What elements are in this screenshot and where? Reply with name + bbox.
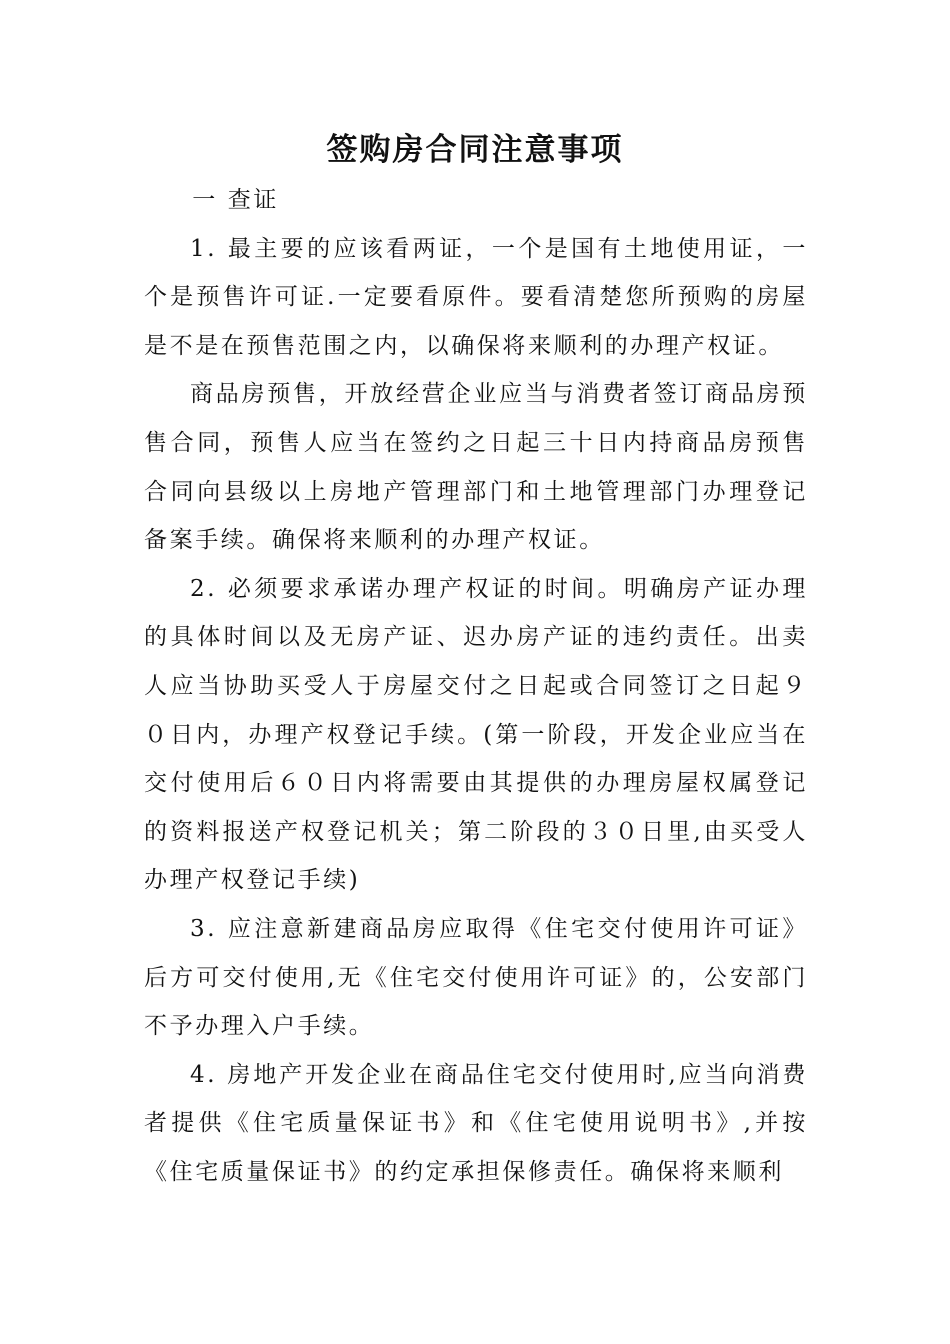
paragraph-item-3: 3. 应注意新建商品房应取得《住宅交付使用许可证》后方可交付使用,无《住宅交付使用许可证》的，公安部门不予办理入户手续。	[144, 915, 808, 1040]
paragraph-item-4: 4. 房地产开发企业在商品住宅交付使用时,应当向消费者提供《住宅质量保证书》和《住宅使用说明书》,并按《住宅质量保证书》的约定承担保修责任。确保将来顺利	[144, 1061, 808, 1185]
paragraph-presale: 商品房预售，开放经营企业应当与消费者签订商品房预售合同，预售人应当在签约之日起三十日内持商品房预售合同向县级以上房地产管理部门和土地管理部门办理登记备案手续。确保将来顺利的办理产权证。	[144, 381, 808, 554]
document-body	[144, 176, 808, 1196]
document-title: 签购房合同注意事项	[326, 132, 624, 168]
section-heading-verify: 一 查证	[192, 187, 280, 213]
paragraph-item-2: 2. 必须要求承诺办理产权证的时间。明确房产证办理的具体时间以及无房产证、迟办房产证的违约责任。出卖人应当协助买受人于房屋交付之日起或合同签订之日起９０日内，办理产权登记手续。(第一阶段，开发企业应当在交付使用后６０日内将需要由其提供的办理房屋权属登记的资料报送产权登记机关；第二阶段的３０日里,由买受人办理产权登记手续)	[144, 575, 808, 894]
paragraph-item-1: 1. 最主要的应该看两证，一个是国有土地使用证，一个是预售许可证.一定要看原件。要看清楚您所预购的房屋是不是在预售范围之内，以确保将来顺利的办理产权证。	[144, 235, 808, 359]
